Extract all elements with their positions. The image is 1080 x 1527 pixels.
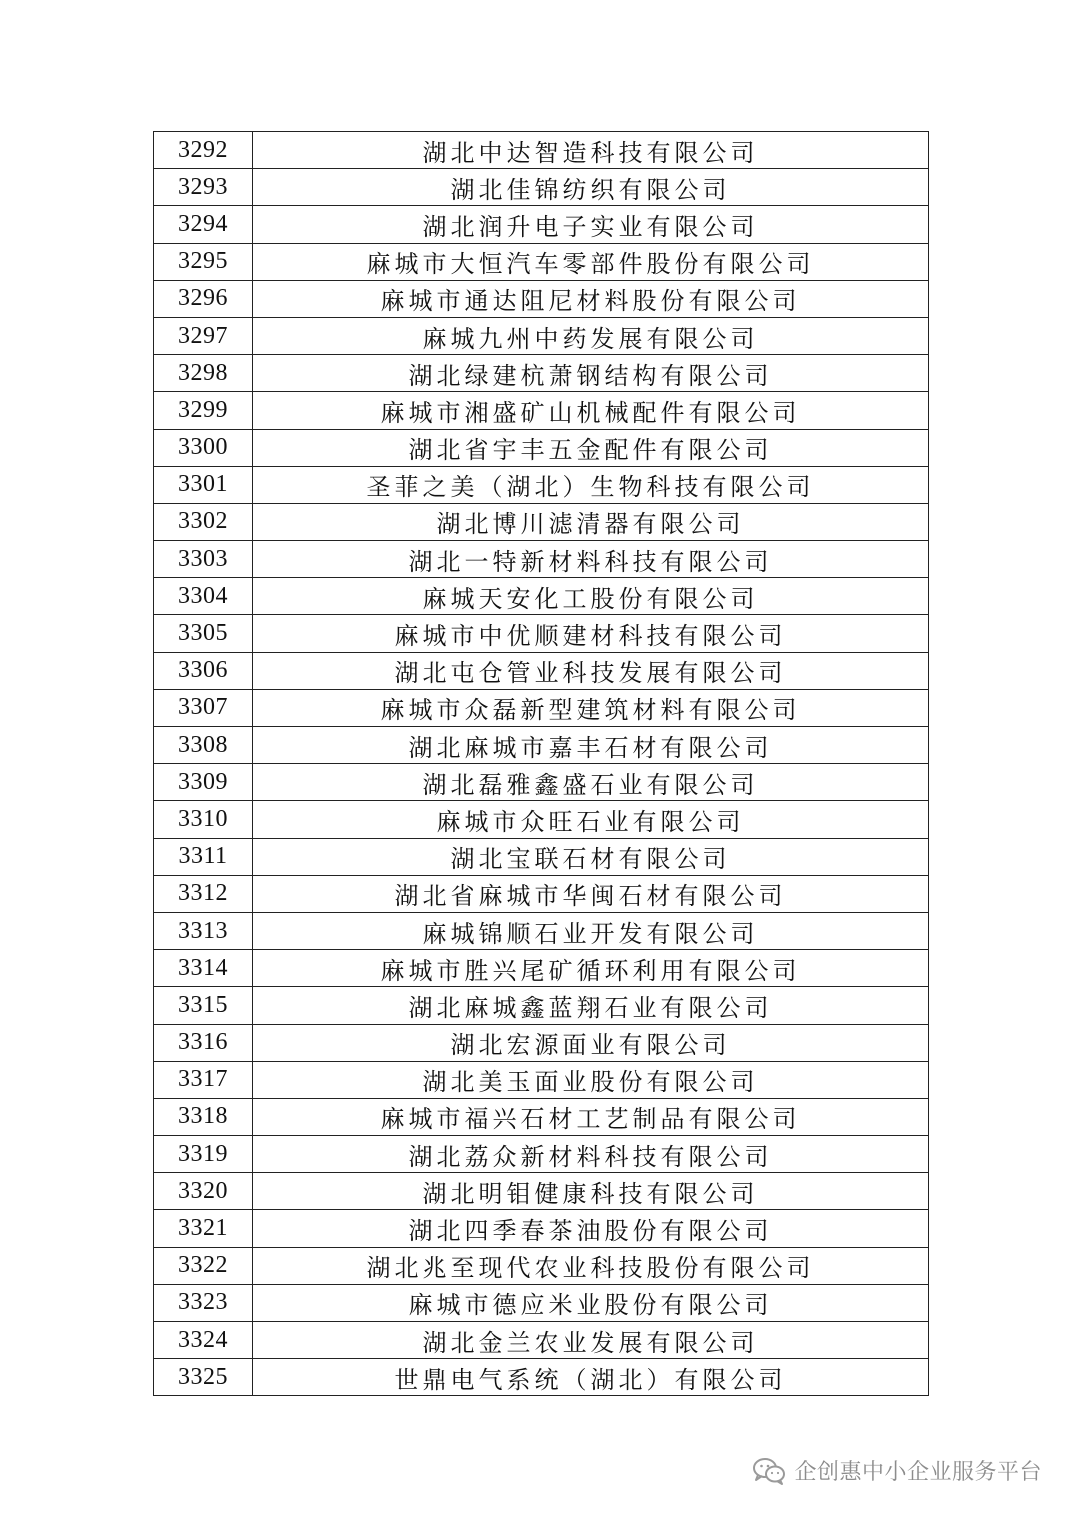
company-name: 麻城市众磊新型建筑材料有限公司 [253,689,929,726]
row-number: 3321 [154,1210,253,1247]
row-number: 3301 [154,466,253,503]
row-number: 3298 [154,355,253,392]
company-name: 湖北省麻城市华闽石材有限公司 [253,875,929,912]
table-row [154,1136,929,1173]
table-row [154,1173,929,1210]
company-name: 湖北佳锦纺织有限公司 [253,169,929,206]
company-name: 湖北麻城市嘉丰石材有限公司 [253,727,929,764]
row-number: 3323 [154,1284,253,1321]
company-name: 麻城市胜兴尾矿循环利用有限公司 [253,950,929,987]
company-name: 湖北宏源面业有限公司 [253,1024,929,1061]
table-row [154,578,929,615]
company-name: 麻城市湘盛矿山机械配件有限公司 [253,392,929,429]
row-number: 3294 [154,206,253,243]
table-row [154,429,929,466]
company-name: 麻城市中优顺建材科技有限公司 [253,615,929,652]
company-name: 麻城市众旺石业有限公司 [253,801,929,838]
row-number: 3315 [154,987,253,1024]
company-list-table [153,131,929,1396]
company-name: 麻城九州中药发展有限公司 [253,317,929,354]
company-name: 麻城市大恒汽车零部件股份有限公司 [253,243,929,280]
table-row [154,1210,929,1247]
row-number: 3300 [154,429,253,466]
table-row [154,280,929,317]
row-number: 3308 [154,727,253,764]
company-name: 湖北润升电子实业有限公司 [253,206,929,243]
row-number: 3302 [154,503,253,540]
row-number: 3309 [154,764,253,801]
company-name: 圣菲之美（湖北）生物科技有限公司 [253,466,929,503]
table-row [154,466,929,503]
company-name: 湖北绿建杭萧钢结构有限公司 [253,355,929,392]
company-name: 湖北磊雅鑫盛石业有限公司 [253,764,929,801]
company-name: 麻城市福兴石材工艺制品有限公司 [253,1098,929,1135]
row-number: 3320 [154,1173,253,1210]
table-row [154,615,929,652]
table-row [154,317,929,354]
row-number: 3311 [154,838,253,875]
row-number: 3314 [154,950,253,987]
table-row [154,132,929,169]
table-row [154,801,929,838]
company-name: 湖北兆至现代农业科技股份有限公司 [253,1247,929,1284]
company-name: 麻城市德应米业股份有限公司 [253,1284,929,1321]
table-row [154,243,929,280]
wechat-icon [752,1456,786,1486]
row-number: 3324 [154,1322,253,1359]
company-name: 湖北屯仓管业科技发展有限公司 [253,652,929,689]
table-row [154,169,929,206]
table-row [154,912,929,949]
watermark [752,1455,1042,1486]
row-number: 3312 [154,875,253,912]
row-number: 3317 [154,1061,253,1098]
table-row [154,1284,929,1321]
row-number: 3316 [154,1024,253,1061]
table-row [154,764,929,801]
company-name: 麻城天安化工股份有限公司 [253,578,929,615]
row-number: 3310 [154,801,253,838]
row-number: 3322 [154,1247,253,1284]
company-name: 湖北省宇丰五金配件有限公司 [253,429,929,466]
table-row [154,875,929,912]
row-number: 3292 [154,132,253,169]
company-name: 湖北宝联石材有限公司 [253,838,929,875]
row-number: 3319 [154,1136,253,1173]
row-number: 3305 [154,615,253,652]
table-row [154,1322,929,1359]
watermark-text: 企创惠中小企业服务平台 [794,1460,1042,1485]
row-number: 3306 [154,652,253,689]
table-row [154,392,929,429]
company-name: 湖北荔众新材料科技有限公司 [253,1136,929,1173]
company-name: 麻城市通达阻尼材料股份有限公司 [253,280,929,317]
company-name: 湖北金兰农业发展有限公司 [253,1322,929,1359]
table-row [154,1061,929,1098]
table-row [154,355,929,392]
company-name: 湖北博川滤清器有限公司 [253,503,929,540]
company-name: 湖北明钼健康科技有限公司 [253,1173,929,1210]
table-row [154,541,929,578]
company-name: 湖北中达智造科技有限公司 [253,132,929,169]
row-number: 3304 [154,578,253,615]
table-row [154,1359,929,1396]
table-row [154,206,929,243]
company-list-body [154,132,929,1396]
company-name: 湖北一特新材料科技有限公司 [253,541,929,578]
row-number: 3313 [154,912,253,949]
row-number: 3307 [154,689,253,726]
row-number: 3297 [154,317,253,354]
table-row [154,838,929,875]
table-row [154,652,929,689]
table-row [154,503,929,540]
table-row [154,1098,929,1135]
company-name: 湖北四季春茶油股份有限公司 [253,1210,929,1247]
row-number: 3325 [154,1359,253,1396]
row-number: 3303 [154,541,253,578]
row-number: 3293 [154,169,253,206]
table-row [154,689,929,726]
company-name: 世鼎电气系统（湖北）有限公司 [253,1359,929,1396]
table-row [154,1247,929,1284]
company-name: 麻城锦顺石业开发有限公司 [253,912,929,949]
table-row [154,987,929,1024]
row-number: 3296 [154,280,253,317]
company-name: 湖北麻城鑫蓝翔石业有限公司 [253,987,929,1024]
row-number: 3295 [154,243,253,280]
company-name: 湖北美玉面业股份有限公司 [253,1061,929,1098]
table-row [154,950,929,987]
row-number: 3318 [154,1098,253,1135]
table-row [154,1024,929,1061]
row-number: 3299 [154,392,253,429]
table-row [154,727,929,764]
